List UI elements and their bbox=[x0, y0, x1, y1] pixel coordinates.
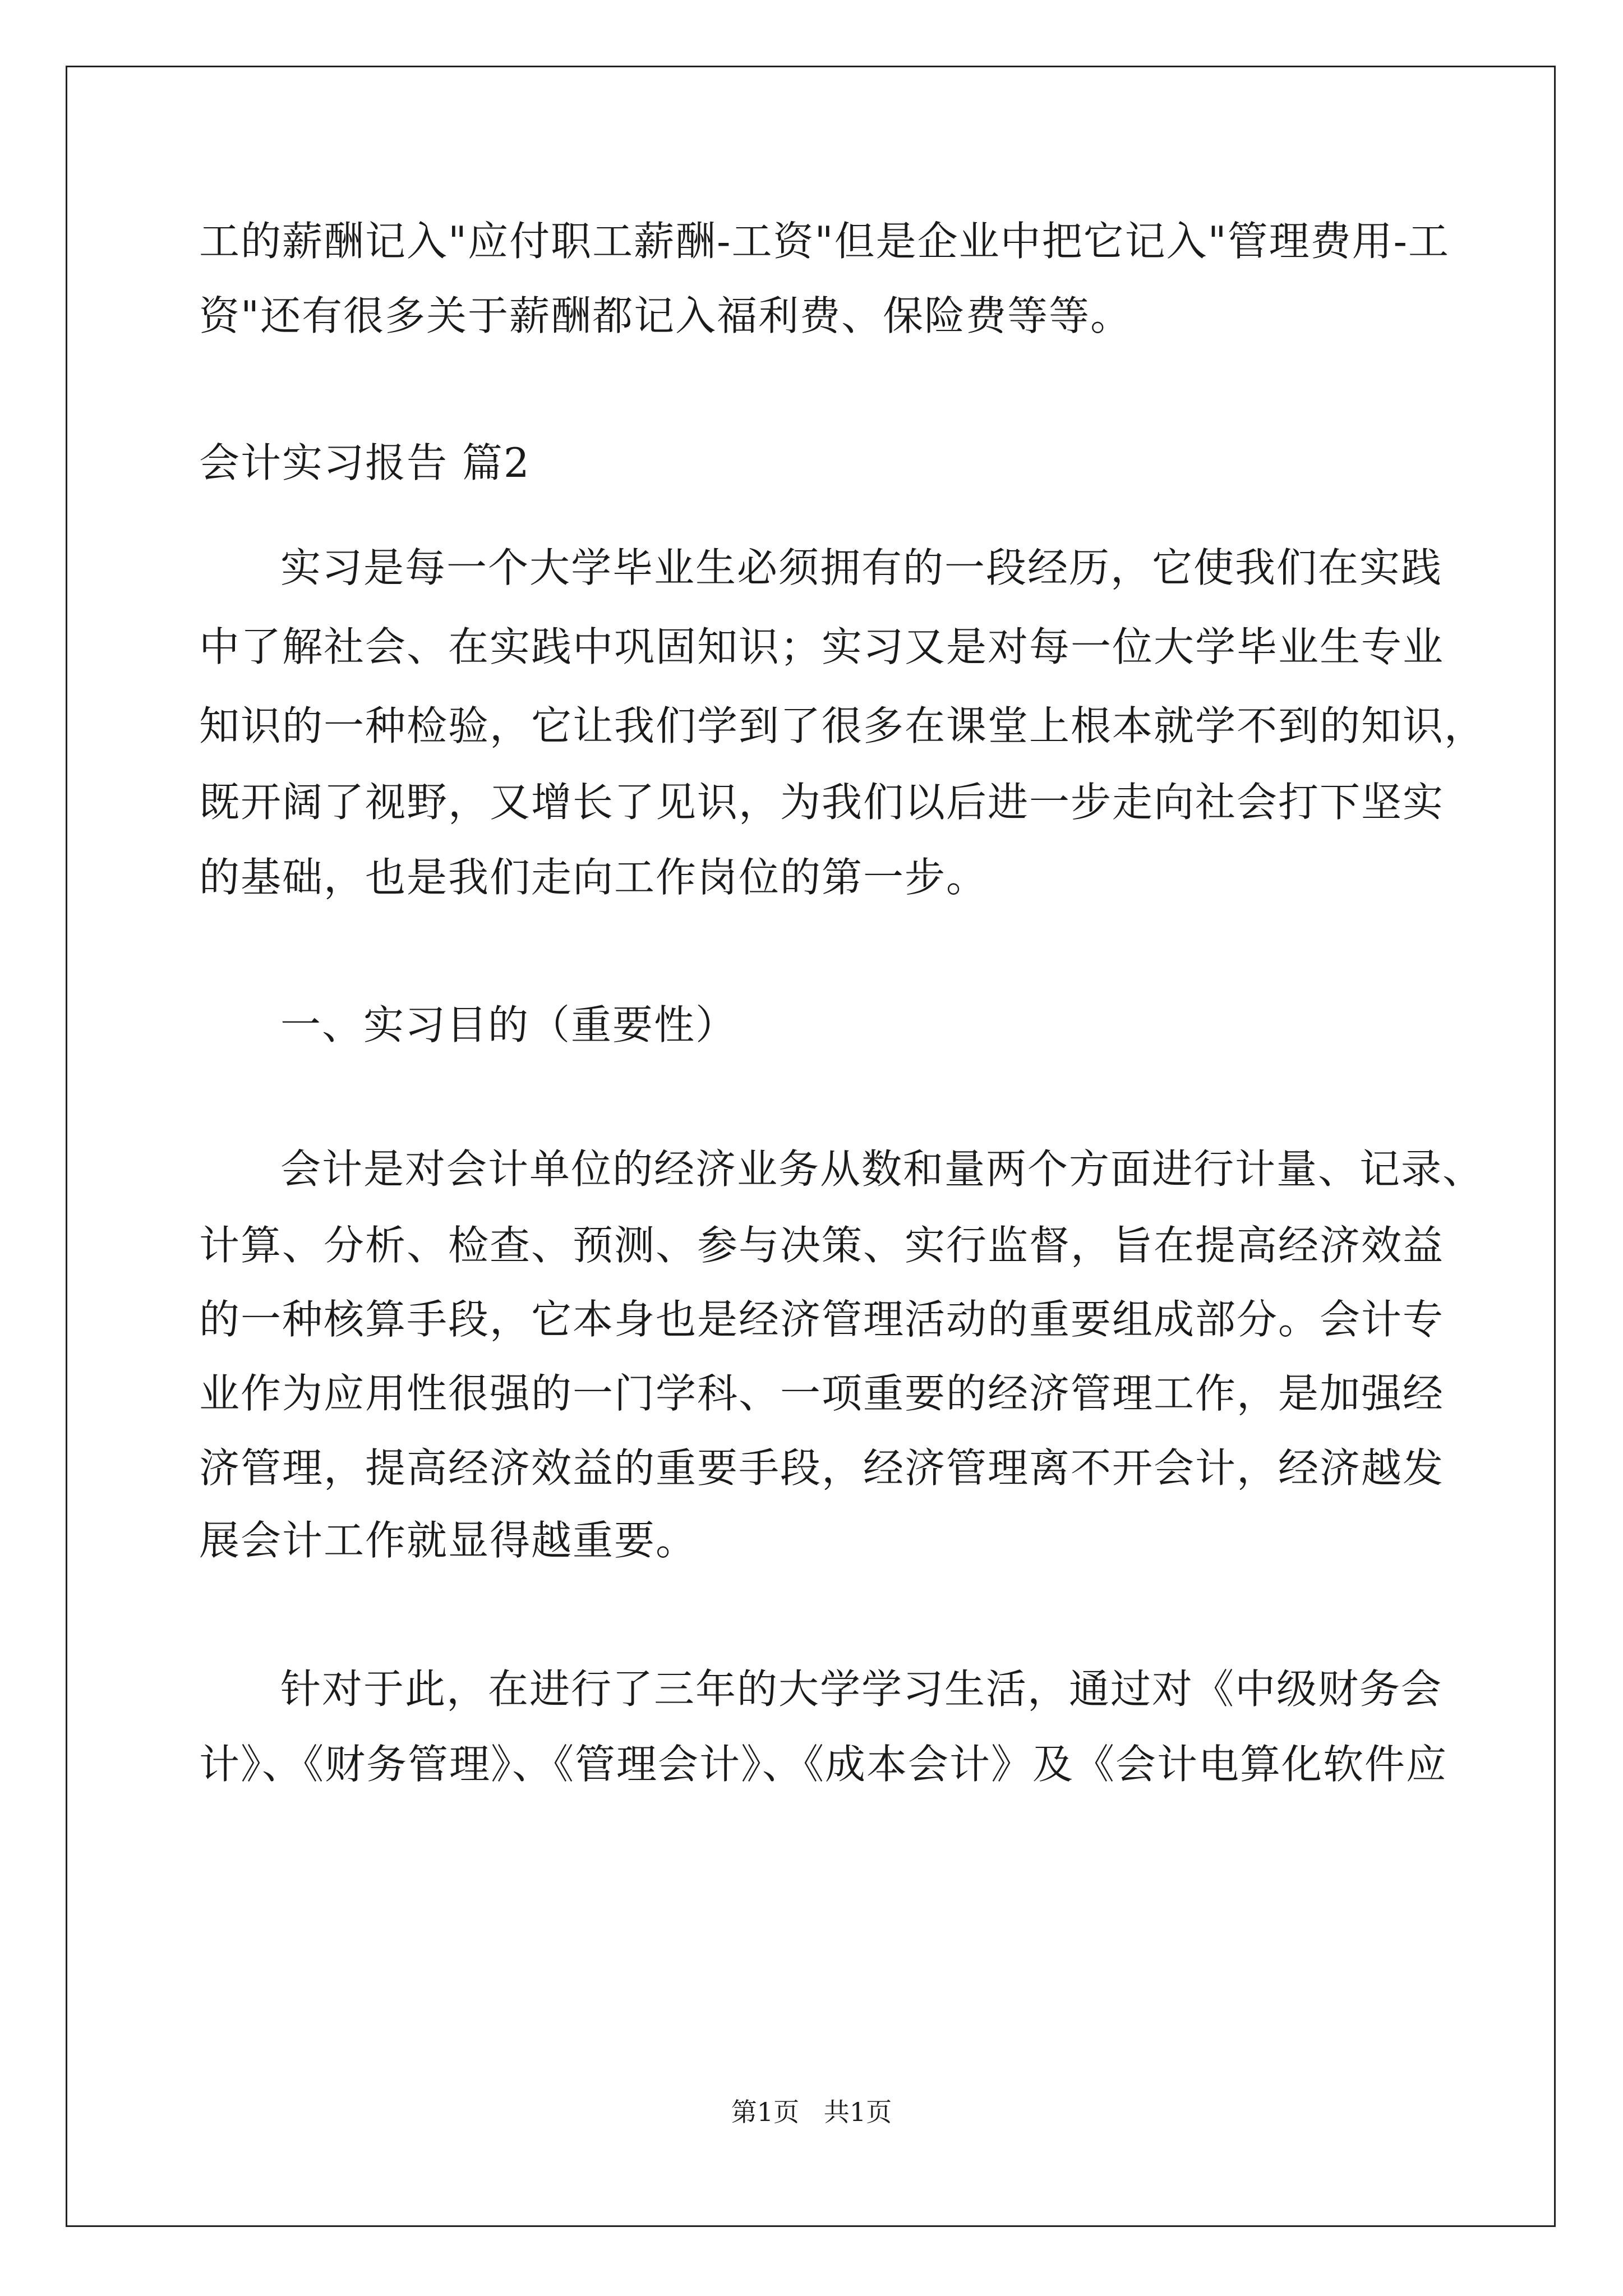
text-line: 计》、《财务管理》、《管理会计》、《成本会计》及《会计电算化软件应 bbox=[199, 1741, 1448, 1788]
subsection-heading: 一、实习目的（重要性） bbox=[280, 1001, 737, 1048]
paragraph-first-line: 针对于此，在进行了三年的大学学习生活，通过对《中级财务会 bbox=[280, 1665, 1443, 1713]
text-line: 既开阔了视野，又增长了见识，为我们以后进一步走向社会打下坚实 bbox=[199, 779, 1445, 826]
text-line: 业作为应用性很强的一门学科、一项重要的经济管理工作，是加强经 bbox=[199, 1370, 1445, 1417]
text-line: 资"还有很多关于薪酬都记入福利费、保险费等等。 bbox=[199, 292, 1132, 339]
text-line: 济管理，提高经济效益的重要手段，经济管理离不开会计，经济越发 bbox=[199, 1444, 1445, 1492]
paragraph-first-line: 会计是对会计单位的经济业务从数和量两个方面进行计量、记录、 bbox=[280, 1145, 1484, 1193]
page-footer: 第1页 共1页 bbox=[731, 2097, 892, 2127]
text-line: 工的薪酬记入"应付职工薪酬-工资"但是企业中把它记入"管理费用-工 bbox=[199, 218, 1450, 265]
paragraph-first-line: 实习是每一个大学毕业生必须拥有的一段经历，它使我们在实践 bbox=[280, 544, 1443, 591]
text-line: 展会计工作就显得越重要。 bbox=[199, 1517, 698, 1564]
text-line: 中了解社会、在实践中巩固知识；实习又是对每一位大学毕业生专业 bbox=[199, 623, 1445, 670]
text-line: 的一种核算手段，它本身也是经济管理活动的重要组成部分。会计专 bbox=[199, 1296, 1445, 1343]
text-line: 知识的一种检验，它让我们学到了很多在课堂上根本就学不到的知识， bbox=[199, 702, 1486, 749]
text-line: 计算、分析、检查、预测、参与决策、实行监督，旨在提高经济效益 bbox=[199, 1222, 1445, 1269]
text-line: 的基础，也是我们走向工作岗位的第一步。 bbox=[199, 854, 988, 901]
section-heading: 会计实习报告 篇2 bbox=[199, 439, 531, 486]
